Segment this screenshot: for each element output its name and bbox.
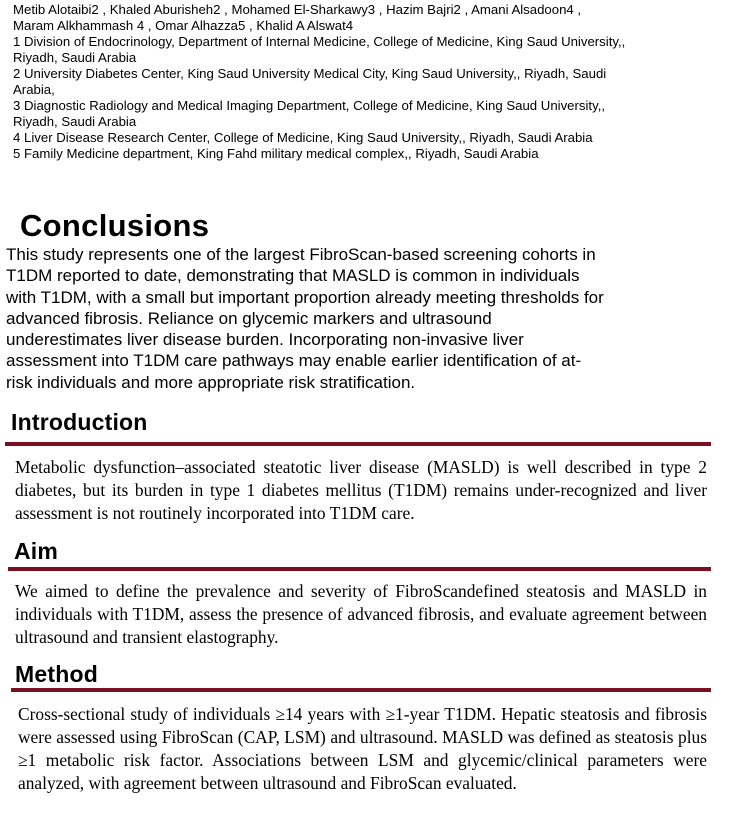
conclusions-line: underestimates liver disease burden. Incorporating non-invasive liver <box>6 330 524 350</box>
author-names-line-2: Maram Alkhammash 4 , Omar Alhazza5 , Khalid A Alswat4 <box>13 18 354 33</box>
conclusions-text <box>6 244 646 393</box>
author-names-line-1: Metib Alotaibi2 , Khaled Aburisheh2 , Mohamed El-Sharkawy3 , Hazim Bajri2 , Amani Alsadoon4 , <box>13 2 582 17</box>
aim-divider <box>8 567 711 571</box>
method-divider <box>11 688 711 692</box>
conclusions-line: assessment into T1DM care pathways may enable earlier identification of at- <box>6 351 582 371</box>
affiliation-2: 2 University Diabetes Center, King Saud University Medical City, King Saud University,, Riyadh, Saudi Arabia, <box>13 66 607 97</box>
affiliation-5: 5 Family Medicine department, King Fahd military medical complex,, Riyadh, Saudi Arabia <box>13 146 539 161</box>
aim-heading: Aim <box>14 538 59 564</box>
aim-text: We aimed to define the prevalence and severity of FibroScandefined steatosis and MASLD in individuals with T1DM, assess the presence of advanced fibrosis, and evaluate agreement between ultrasound and transient elastography. <box>15 581 707 647</box>
conclusions-line: T1DM reported to date, demonstrating that MASLD is common in individuals <box>6 266 580 286</box>
introduction-heading: Introduction <box>11 409 148 435</box>
affiliation-3: 3 Diagnostic Radiology and Medical Imaging Department, College of Medicine, King Saud University,, Riyadh, Saudi Arabia <box>13 98 606 129</box>
conclusions-line: advanced fibrosis. Reliance on glycemic markers and ultrasound <box>6 308 492 328</box>
author-block <box>13 2 633 162</box>
method-heading: Method <box>15 661 98 687</box>
conclusions-line: with T1DM, with a small but important proportion already meeting thresholds for <box>6 287 604 307</box>
conclusions-line: This study represents one of the largest FibroScan-based screening cohorts in <box>6 245 596 264</box>
affiliation-4: 4 Liver Disease Research Center, College of Medicine, King Saud University,, Riyadh, Saudi Arabia <box>13 130 593 145</box>
conclusions-line: risk individuals and more appropriate risk stratification. <box>6 372 416 392</box>
introduction-text: Metabolic dysfunction–associated steatotic liver disease (MASLD) is well described in type 2 diabetes, but its burden in type 1 diabetes mellitus (T1DM) remains under-recognized and liver assessment is not routinely incorporated into T1DM care. <box>15 457 707 523</box>
method-text: Cross-sectional study of individuals ≥14 years with ≥1-year T1DM. Hepatic steatosis and fibrosis were assessed using FibroScan (CAP, LSM) and ultrasound. MASLD was defined as steatosis plus ≥1 metabolic risk factor. Associations between LSM and glycemic/clinical parameters were analyzed, with agreement between ultrasound and FibroScan evaluated. <box>18 704 707 793</box>
introduction-divider <box>5 442 711 446</box>
conclusions-heading: Conclusions <box>20 208 210 243</box>
affiliation-1: 1 Division of Endocrinology, Department of Internal Medicine, College of Medicine, King Saud University,, Riyadh, Saudi Arabia <box>13 34 626 65</box>
